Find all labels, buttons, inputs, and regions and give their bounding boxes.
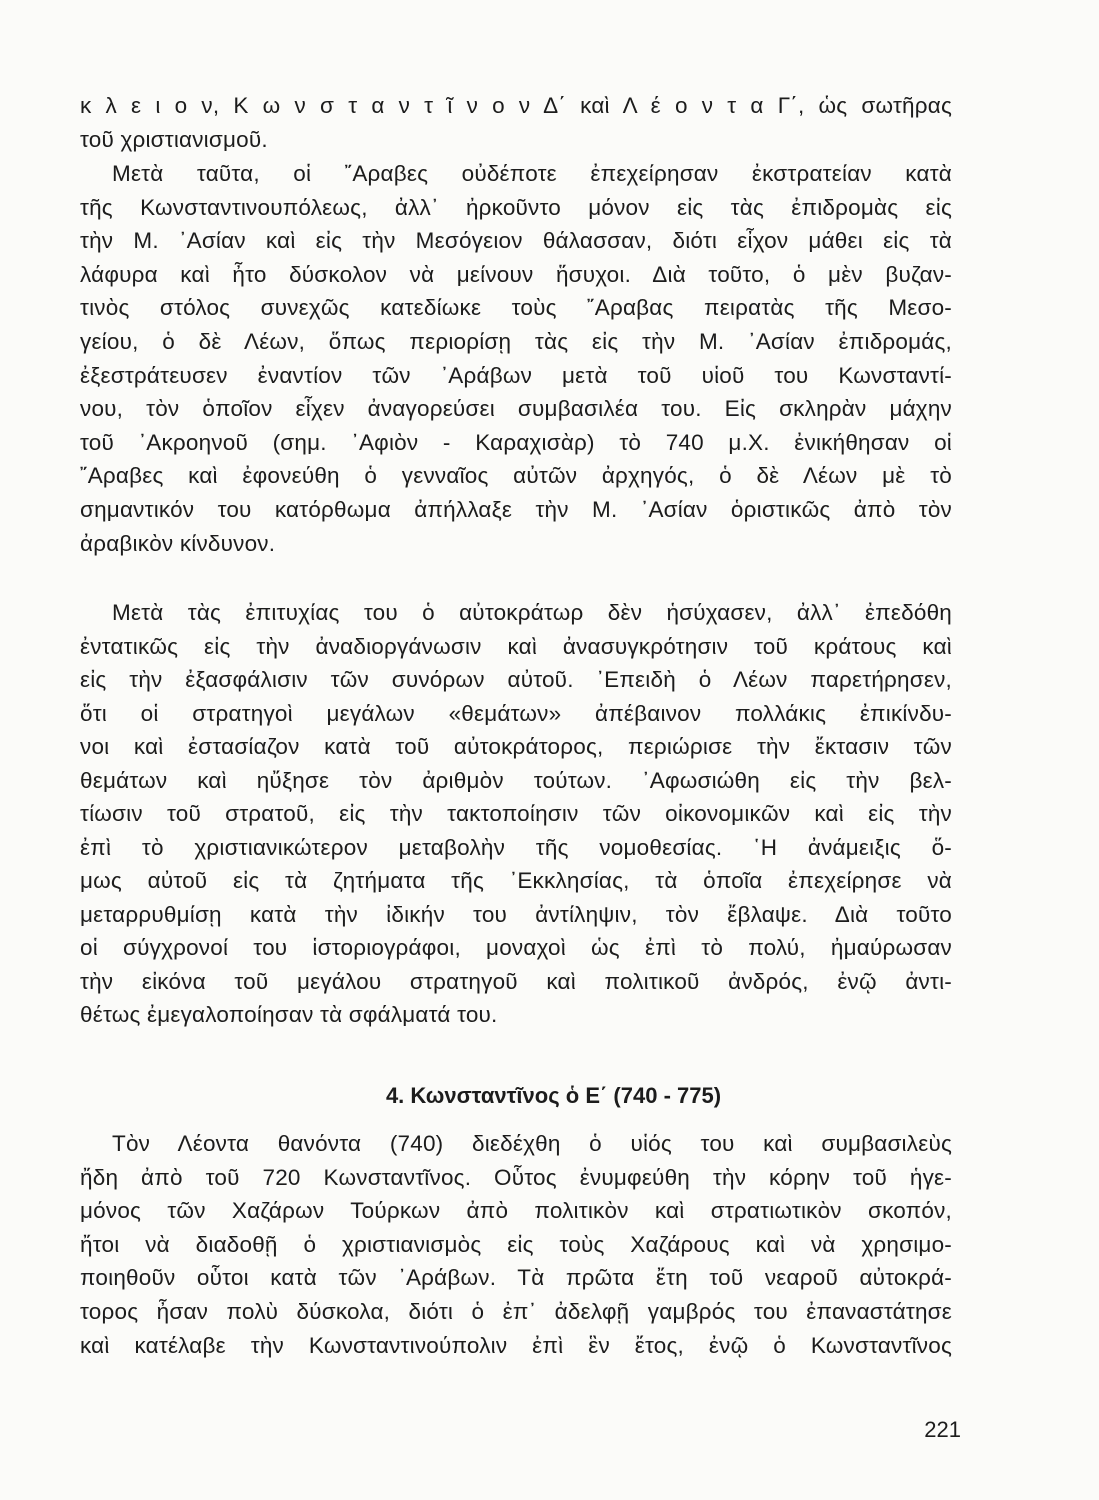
- text-line: οἱ σύγχρονοί του ἱστοριογράφοι, μοναχοὶ ὡς ἐπὶ τὸ πολύ, ἠμαύρωσαν: [80, 935, 952, 960]
- text-line: ἐξεστράτευσεν ἐναντίον τῶν ᾽Αράβων μετὰ τοῦ υἱοῦ του Κωνσταντί-: [80, 362, 952, 388]
- text-line: ἐντατικῶς εἰς τὴν ἀναδιοργάνωσιν καὶ ἀνασυγκρότησιν τοῦ κράτους καὶ: [80, 633, 952, 659]
- section-heading: 4. Κωνσταντῖνος ὁ Ε΄ (740 - 775): [385, 1083, 722, 1108]
- text-line: ἤτοι νὰ διαδοθῇ ὁ χριστιανισμὸς εἰς τοὺς Χαζάρους καὶ νὰ χρησιμο-: [80, 1231, 952, 1257]
- page-number: 221: [924, 1417, 961, 1442]
- text-line: εἰς τὴν ἐξασφάλισιν τῶν συνόρων αὐτοῦ. ᾽Επειδὴ ὁ Λέων παρετήρησεν,: [80, 667, 952, 692]
- text-line: τίωσιν τοῦ στρατοῦ, εἰς τὴν τακτοποίησιν τῶν οἰκονομικῶν καὶ εἰς τὴν: [80, 801, 952, 826]
- text-line: νου, τὸν ὁποῖον εἶχεν ἀναγορεύσει συμβασιλέα του. Εἰς σκληρὰν μάχην: [80, 396, 952, 422]
- text-line: ἐπὶ τὸ χριστιανικώτερον μεταβολὴν τῆς νομοθεσίας. ῾Η ἀνάμειξις ὅ-: [80, 834, 952, 860]
- text-line: μόνος τῶν Χαζάρων Τούρκων ἀπὸ πολιτικὸν καὶ στρατιωτικὸν σκοπόν,: [80, 1198, 952, 1224]
- text-line: Τὸν Λέοντα θανόντα (740) διεδέχθη ὁ υἱός του καὶ συμβασιλεὺς: [112, 1131, 952, 1156]
- text-line: ὅτι οἱ στρατηγοὶ μεγάλων «θεμάτων» ἀπέβαινον πολλάκις ἐπικίνδυ-: [80, 700, 952, 726]
- text-line: τῆς Κωνσταντινουπόλεως, ἀλλ᾽ ἠρκοῦντο μόνον εἰς τὰς ἐπιδρομὰς εἰς: [80, 194, 952, 220]
- text-line: τὴν εἰκόνα τοῦ μεγάλου στρατηγοῦ καὶ πολιτικοῦ ἀνδρός, ἐνῷ ἀντι-: [80, 968, 952, 994]
- text-line: Μετὰ τὰς ἐπιτυχίας του ὁ αὐτοκράτωρ δὲν ἡσύχασεν, ἀλλ᾽ ἐπεδόθη: [112, 600, 952, 625]
- text-line: ἤδη ἀπὸ τοῦ 720 Κωνσταντῖνος. Οὗτος ἐνυμφεύθη τὴν κόρην τοῦ ἡγε-: [80, 1164, 952, 1190]
- text-line: κ λ ε ι ο ν, Κ ω ν σ τ α ν τ ῖ ν ο ν Δ΄ καὶ Λ έ ο ν τ α Γ΄, ὡς σωτῆρας: [80, 93, 952, 118]
- text-line: γείου, ὁ δὲ Λέων, ὅπως περιορίσῃ τὰς εἰς τὴν Μ. ᾽Ασίαν ἐπιδρομάς,: [80, 329, 952, 354]
- text-line: καὶ κατέλαβε τὴν Κωνσταντινούπολιν ἐπὶ ἓν ἔτος, ἐνῷ ὁ Κωνσταντῖνος: [80, 1332, 952, 1358]
- text-line: ῎Αραβες καὶ ἐφονεύθη ὁ γενναῖος αὐτῶν ἀρχηγός, ὁ δὲ Λέων μὲ τὸ: [80, 463, 952, 489]
- text-line: τινὸς στόλος συνεχῶς κατεδίωκε τοὺς ῎Αραβας πειρατὰς τῆς Μεσο-: [80, 295, 952, 321]
- text-line: θέτως ἐμεγαλοποίησαν τὰ σφάλματά του.: [80, 1002, 498, 1027]
- text-line: ποιηθοῦν οὗτοι κατὰ τῶν ᾽Αράβων. Τὰ πρῶτα ἔτη τοῦ νεαροῦ αὐτοκρά-: [80, 1265, 952, 1291]
- text-line: σημαντικόν του κατόρθωμα ἀπήλλαξε τὴν Μ. ᾽Ασίαν ὁριστικῶς ἀπὸ τὸν: [80, 497, 952, 522]
- text-line: λάφυρα καὶ ἦτο δύσκολον νὰ μείνουν ἥσυχοι. Διὰ τοῦτο, ὁ μὲν βυζαν-: [80, 261, 952, 287]
- text-line: μως αὐτοῦ εἰς τὰ ζητήματα τῆς ᾽Εκκλησίας, τὰ ὁποῖα ἐπεχείρησε νὰ: [80, 868, 952, 893]
- text-line: μεταρρυθμίσῃ κατὰ τὴν ἰδικήν του ἀντίληψιν, τὸν ἔβλαψε. Διὰ τοῦτο: [80, 901, 952, 927]
- text-line: Μετὰ ταῦτα, οἱ ῎Αραβες οὐδέποτε ἐπεχείρησαν ἐκστρατείαν κατὰ: [112, 161, 952, 186]
- text-line: θεμάτων καὶ ηὔξησε τὸν ἀριθμὸν τούτων. ᾽Αφωσιώθη εἰς τὴν βελ-: [80, 767, 952, 793]
- text-line: τὴν Μ. ᾽Ασίαν καὶ εἰς τὴν Μεσόγειον θάλασσαν, διότι εἶχον μάθει εἰς τὰ: [80, 228, 952, 254]
- text-line: νοι καὶ ἐστασίαζον κατὰ τοῦ αὐτοκράτορος, περιώρισε τὴν ἔκτασιν τῶν: [80, 734, 952, 759]
- text-line: ἀραβικὸν κίνδυνον.: [80, 530, 276, 556]
- text-line: τοῦ χριστιανισμοῦ.: [80, 126, 268, 152]
- text-line: τοῦ ᾽Ακροηνοῦ (σημ. ᾽Αφιὸν - Καραχισὰρ) τὸ 740 μ.Χ. ἐνικήθησαν οἱ: [80, 429, 952, 455]
- text-line: τορος ἦσαν πολὺ δύσκολα, διότι ὁ ἐπ᾽ ἀδελφῇ γαμβρός του ἐπαναστάτησε: [80, 1299, 952, 1324]
